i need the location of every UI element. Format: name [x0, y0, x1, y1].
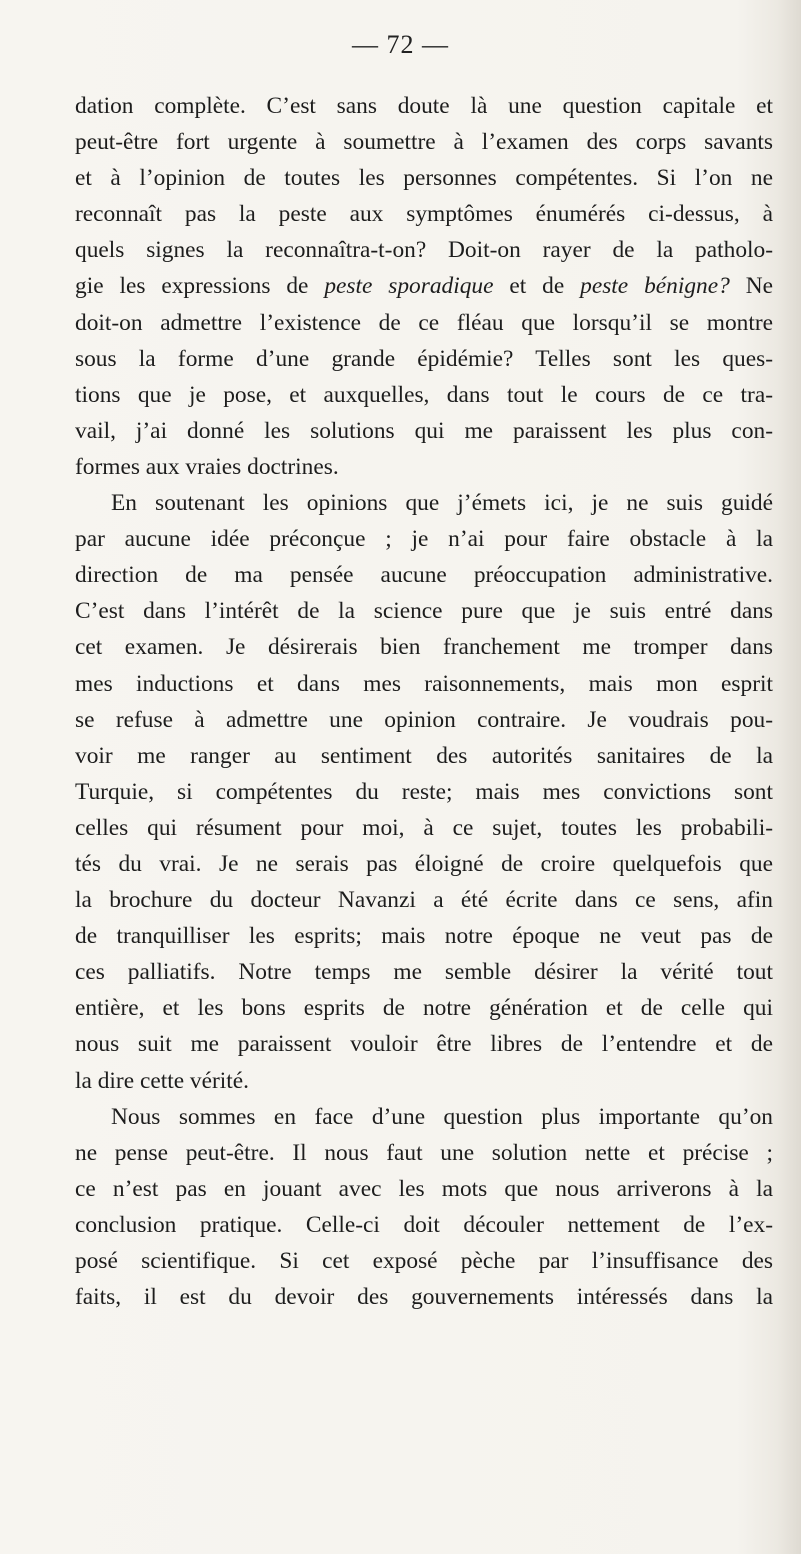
text-line: entière, et les bons esprits de notre génération et de celle qui — [75, 995, 773, 1022]
text-line: ces palliatifs. Notre temps me semble désirer la vérité tout — [75, 959, 773, 986]
text-line: par aucune idée préconçue ; je n’ai pour faire obstacle à la — [75, 526, 773, 553]
text-line: vail, j’ai donné les solutions qui me paraissent les plus con- — [75, 417, 773, 444]
paragraph-last-line: la dire cette vérité. — [75, 1067, 250, 1094]
text-line: cet examen. Je désirerais bien franchement me tromper dans — [75, 634, 773, 661]
text-line: tés du vrai. Je ne serais pas éloigné de croire quelquefois que — [75, 850, 773, 877]
text-line: conclusion pratique. Celle-ci doit découler nettement de l’ex- — [75, 1211, 773, 1238]
text-line: posé scientifique. Si cet exposé pèche par l’insuffisance des — [75, 1248, 773, 1274]
text-line: mes inductions et dans mes raisonnements, mais mon esprit — [75, 670, 773, 697]
text-line: ne pense peut-être. Il nous faut une solution nette et précise ; — [75, 1139, 773, 1166]
text-line: celles qui résument pour moi, à ce sujet, toutes les probabili- — [75, 814, 773, 841]
text-line: la brochure du docteur Navanzi a été écrite dans ce sens, afin — [75, 887, 773, 914]
text-line: peut-être fort urgente à soumettre à l’examen des corps savants — [75, 129, 773, 156]
text-run: et de — [493, 273, 581, 300]
text-line: de tranquilliser les esprits; mais notre époque ne veut pas de — [75, 923, 773, 950]
text-line: direction de ma pensée aucune préoccupation administrative. — [75, 562, 773, 589]
text-line: voir me ranger au sentiment des autorités sanitaires de la — [75, 742, 773, 769]
text-line: quels signes la reconnaîtra-t-on? Doit-on rayer de la patholo- — [75, 237, 773, 264]
text-line: C’est dans l’intérêt de la science pure que je suis entré dans — [75, 598, 773, 625]
text-line: Turquie, si compétentes du reste; mais mes convictions sont — [75, 778, 773, 805]
italic-term: peste bénigne? — [580, 273, 730, 300]
text-line: sous la forme d’une grande épidémie? Telles sont les ques- — [75, 345, 773, 372]
paragraph-first-line: Nous sommes en face d’une question plus importante qu’on — [111, 1103, 773, 1130]
text-line: dation complète. C’est sans doute là une question capitale et — [75, 93, 773, 119]
text-run: Ne — [729, 273, 773, 300]
paragraph-first-line: En soutenant les opinions que j’émets ici, je ne suis guidé — [111, 490, 773, 517]
text-line: reconnaît pas la peste aux symptômes énumérés ci-dessus, à — [75, 201, 773, 228]
paragraph-last-line: formes aux vraies doctrines. — [75, 453, 339, 480]
text-line: faits, il est du devoir des gouvernements intéressés dans la — [75, 1284, 773, 1311]
text-line: ce n’est pas en jouant avec les mots que nous arriverons à la — [75, 1175, 773, 1202]
text-line: se refuse à admettre une opinion contraire. Je voudrais pou- — [75, 706, 773, 733]
text-line-with-italics — [75, 268, 773, 304]
text-run: gie les expressions de — [75, 273, 325, 300]
text-line: tions que je pose, et auxquelles, dans tout le cours de ce tra- — [75, 381, 773, 408]
text-line: doit-on admettre l’existence de ce fléau que lorsqu’il se montre — [75, 309, 773, 336]
text-line: et à l’opinion de toutes les personnes compétentes. Si l’on ne — [75, 165, 773, 192]
page-number: — 72 — — [352, 30, 449, 59]
body-text — [75, 88, 773, 1315]
text-line: nous suit me paraissent vouloir être libres de l’entendre et de — [75, 1031, 773, 1058]
italic-term: peste sporadique — [324, 273, 494, 300]
